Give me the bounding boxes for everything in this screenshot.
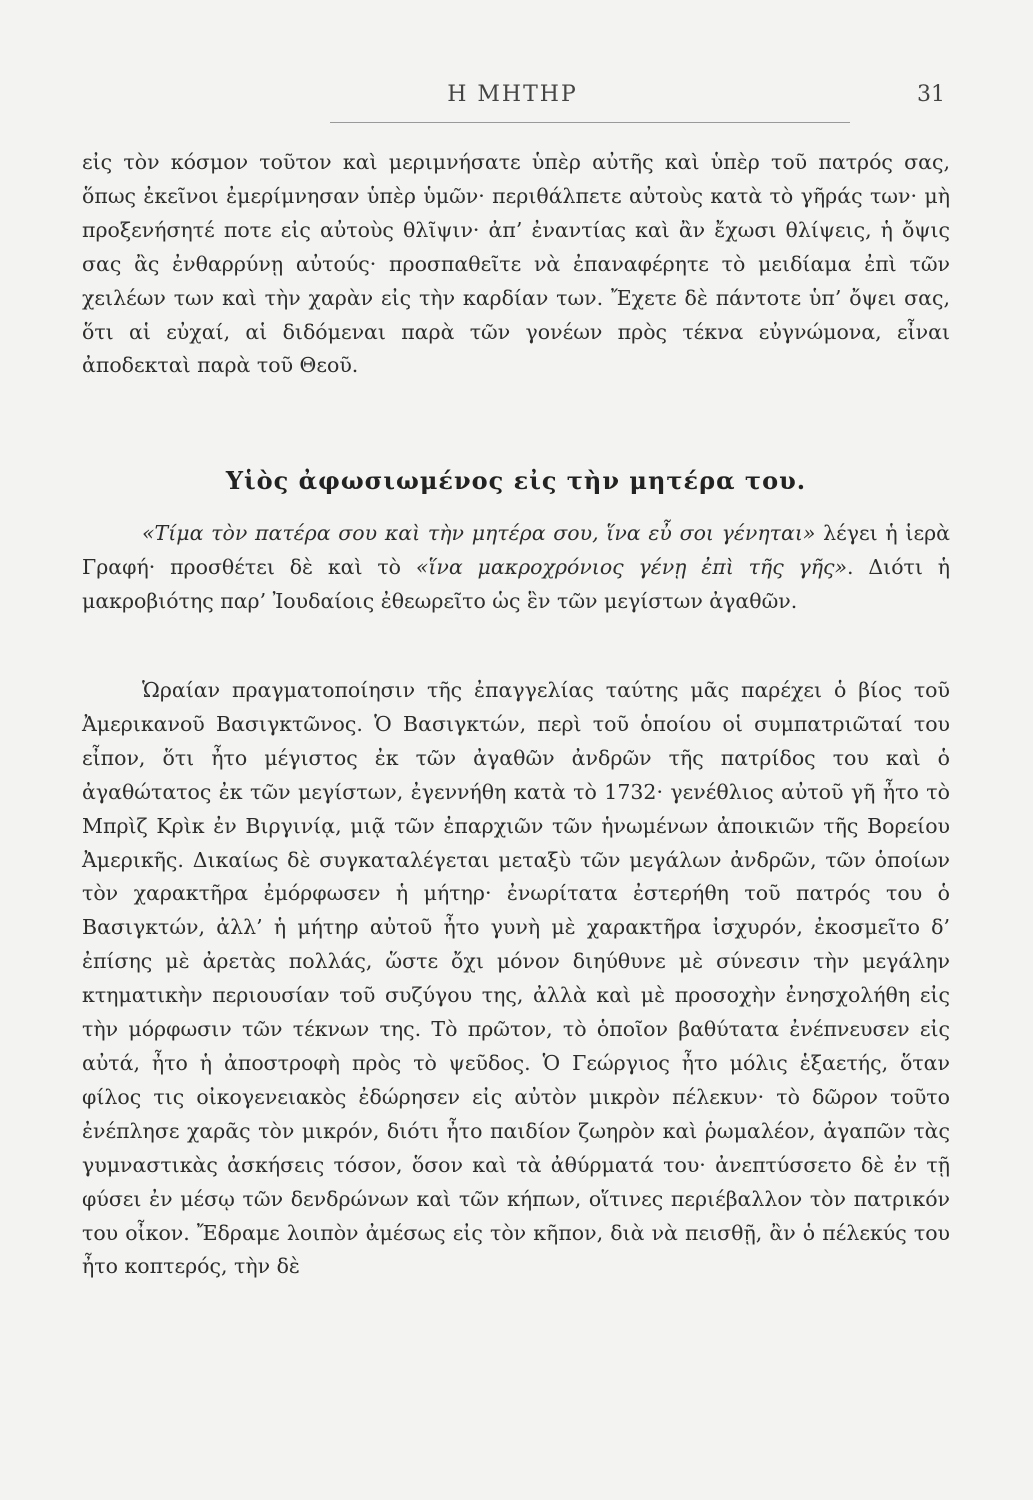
- page-number: 31: [917, 82, 945, 107]
- scripture-quote-2: «ἵνα μακροχρόνιος γένῃ ἐπὶ τῆς γῆς»: [415, 554, 848, 579]
- paragraph-2-middle: λέγει ἡ ἱερὰ Γραφή· προσθέτει δὲ καὶ τὸ: [82, 521, 950, 579]
- section-heading: Υἱὸς ἀφωσιωμένος εἰς τὴν μητέρα του.: [225, 466, 807, 495]
- running-head: [80, 78, 945, 118]
- scripture-quote-1: «Τίμα τὸν πατέρα σου καὶ τὴν μητέρα σου, ἵνα εὖ σοι γένηται»: [142, 521, 816, 545]
- paragraph-continuation: [82, 146, 950, 383]
- paragraph-3: [82, 674, 950, 1284]
- header-rule: [330, 122, 850, 123]
- paragraph-1-text: εἰς τὸν κόσμον τοῦτον καὶ μεριμνήσατε ὑπὲρ αὐτῆς καὶ ὑπὲρ τοῦ πατρός σας, ὅπως ἐκεῖνοι ἐμερίμνησαν ὑπὲρ ὑμῶν· περιθάλπετε αὐτοὺς κατὰ τὸ γῆράς των· μὴ προξενήσητέ ποτε εἰς αὐτοὺς θλῖψιν· ἀπ’ ἐναντίας καὶ ἂν ἔχωσι θλίψεις, ἡ ὄψις σας ἂς ἐνθαρρύνῃ αὐτούς· προσπαθεῖτε νὰ ἐπαναφέρητε τὸ μειδίαμα ἐπὶ τῶν χειλέων των καὶ τὴν χαρὰν εἰς τὴν καρδίαν των. Ἔχετε δὲ πάντοτε ὑπ’ ὄψει σας, ὅτι αἱ εὐχαί, αἱ διδόμεναι παρὰ τῶν γονέων πρὸς τέκνα εὐγνώμονα, εἶναι ἀποδεκταὶ παρὰ τοῦ Θεοῦ.: [82, 150, 950, 378]
- paragraph-2-text: [82, 517, 950, 619]
- paragraph-2-end: . Διότι ἡ μακροβιότης παρ’ Ἰουδαίοις ἐθεωρεῖτο ὡς ἓν τῶν μεγίστων ἀγαθῶν.: [82, 554, 950, 613]
- paragraph-2: [82, 517, 950, 619]
- paragraph-3-text: Ὡραίαν πραγματοποίησιν τῆς ἐπαγγελίας ταύτης μᾶς παρέχει ὁ βίος τοῦ Ἀμερικανοῦ Βασιγκτῶνος. Ὁ Βασιγκτών, περὶ τοῦ ὁποίου οἱ συμπατριῶταί του εἶπον, ὅτι ἦτο μέγιστος ἐκ τῶν ἀγαθῶν ἀνδρῶν τῆς πατρίδος του καὶ ὁ ἀγαθώτατος ἐκ τῶν μεγίστων, ἐγεννήθη κατὰ τὸ 1732· γενέθλιος αὐτοῦ γῆ ἦτο τὸ Μπρὶζ Κρὶκ ἐν Βιργινίᾳ, μιᾷ τῶν ἐπαρχιῶν τῶν ἡνωμένων ἀποικιῶν τῆς Βορείου Ἀμερικῆς. Δικαίως δὲ συγκαταλέγεται μεταξὺ τῶν μεγάλων ἀνδρῶν, τῶν ὁποίων τὸν χαρακτῆρα ἐμόρφωσεν ἡ μήτηρ· ἐνωρίτατα ἐστερήθη τοῦ πατρός του ὁ Βασιγκτών, ἀλλ’ ἡ μήτηρ αὐτοῦ ἦτο γυνὴ μὲ χαρακτῆρα ἰσχυρόν, ἐκοσμεῖτο δ’ ἐπίσης μὲ ἀρετὰς πολλάς, ὥστε ὄχι μόνον διηύθυνε μὲ σύνεσιν τὴν μεγάλην κτηματικὴν περιουσίαν τοῦ συζύγου της, ἀλλὰ καὶ μὲ προσοχὴν ἐνησχολήθη εἰς τὴν μόρφωσιν τῶν τέκνων της. Τὸ πρῶτον, τὸ ὁποῖον βαθύτατα ἐνέπνευσεν εἰς αὐτά, ἦτο ἡ ἀποστροφὴ πρὸς τὸ ψεῦδος. Ὁ Γεώργιος ἦτο μόλις ἑξαετής, ὅταν φίλος τις οἰκογενειακὸς ἐδώρησεν εἰς αὐτὸν μικρὸν πέλεκυν· τὸ δῶρον τοῦτο ἐνέπλησε χαρᾶς τὸν μικρόν, διότι ἦτο παιδίον ζωηρὸν καὶ ῥωμαλέον, ἀγαπῶν τὰς γυμναστικὰς ἀσκήσεις τόσον, ὅσον καὶ τὰ ἀθύρματά του· ἀνεπτύσσετο δὲ ἐν τῇ φύσει ἐν μέσῳ τῶν δενδρώνων καὶ τῶν κήπων, οἵτινες περιέβαλλον τὸν πατρικόν του οἶκον. Ἔδραμε λοιπὸν ἀμέσως εἰς τὸν κῆπον, διὰ νὰ πεισθῇ, ἂν ὁ πέλεκύς του ἦτο κοπτερός, τὴν δὲ: [82, 678, 950, 1279]
- running-title: Η ΜΗΤΗΡ: [447, 82, 578, 107]
